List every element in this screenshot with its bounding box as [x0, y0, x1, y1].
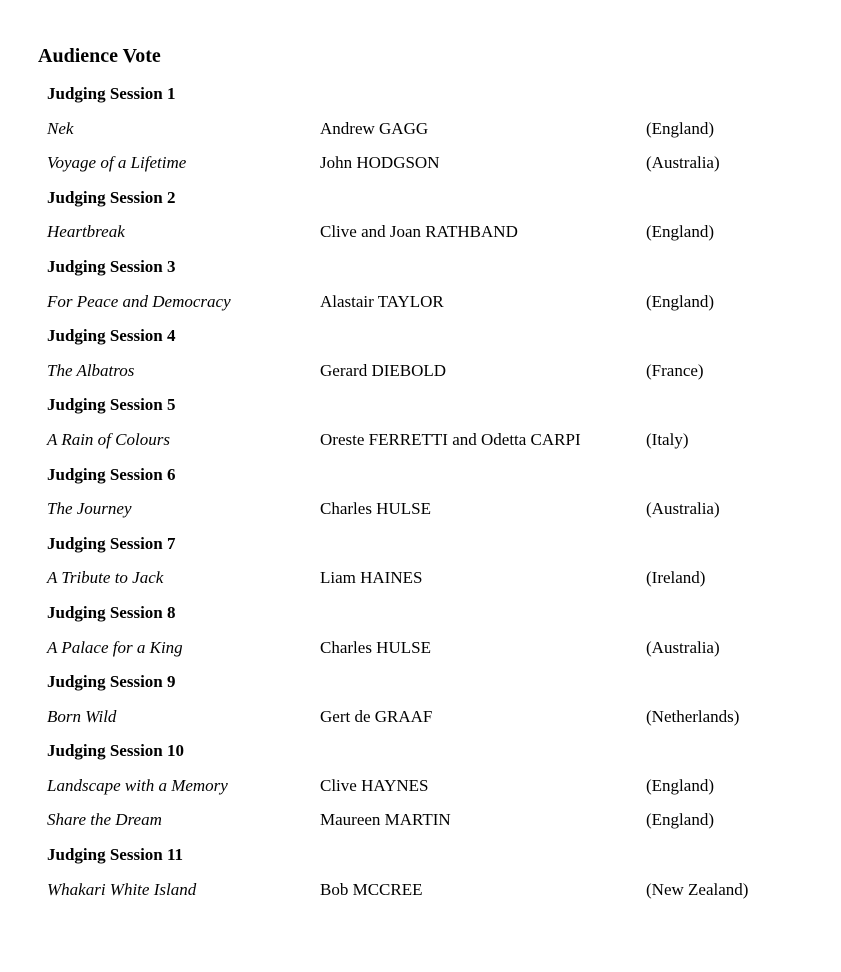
session-label: Judging Session 2 — [47, 187, 176, 207]
entry-title: Voyage of a Lifetime — [47, 153, 187, 173]
entry-country: (France) — [646, 360, 704, 380]
session-heading — [47, 183, 827, 218]
entry-row — [47, 633, 827, 668]
session-heading — [47, 736, 827, 771]
entry-row — [47, 148, 827, 183]
session-label: Judging Session 10 — [47, 741, 184, 761]
session-label: Judging Session 1 — [47, 84, 176, 103]
entry-row — [47, 771, 827, 806]
entry-row — [47, 287, 827, 322]
entry-author: Clive and Joan RATHBAND — [320, 222, 518, 242]
entry-row — [47, 425, 827, 460]
session-heading — [47, 529, 827, 564]
session-label: Judging Session 6 — [47, 464, 176, 484]
session-label: Judging Session 8 — [47, 602, 176, 622]
entry-row — [47, 805, 827, 840]
entry-author: Charles HULSE — [320, 499, 431, 519]
entry-title: A Tribute to Jack — [47, 568, 164, 588]
page-title: Audience Vote — [38, 45, 161, 67]
entry-title: Nek — [47, 118, 74, 138]
entry-author: Clive HAYNES — [320, 775, 429, 795]
entry-title: Heartbreak — [47, 222, 125, 242]
session-heading — [47, 321, 827, 356]
entry-author: Gerard DIEBOLD — [320, 360, 447, 380]
entry-author: Maureen MARTIN — [320, 810, 451, 830]
session-heading — [47, 598, 827, 633]
entry-author: Andrew GAGG — [320, 118, 429, 138]
entry-author: John HODGSON — [320, 153, 440, 173]
results-list — [47, 79, 827, 909]
entry-row — [47, 114, 827, 149]
entry-row — [47, 494, 827, 529]
session-label: Judging Session 7 — [47, 533, 176, 553]
entry-title: Share the Dream — [47, 810, 162, 830]
session-heading — [47, 667, 827, 702]
entry-title: The Journey — [47, 499, 132, 519]
entry-title: A Rain of Colours — [47, 429, 170, 449]
entry-country: (Australia) — [646, 499, 720, 519]
entry-country: (England) — [646, 291, 714, 311]
entry-row — [47, 875, 827, 910]
entry-row — [47, 563, 827, 598]
entry-country: (England) — [646, 810, 714, 830]
entry-title: The Albatros — [47, 360, 135, 380]
session-label: Judging Session 3 — [47, 256, 176, 276]
entry-title: A Palace for a King — [47, 637, 183, 657]
entry-country: (Italy) — [646, 429, 689, 449]
session-label: Judging Session 11 — [47, 845, 184, 865]
entry-title: For Peace and Democracy — [47, 291, 231, 311]
entry-title: Landscape with a Memory — [47, 775, 228, 795]
entry-row — [47, 217, 827, 252]
entry-country: (England) — [646, 775, 714, 795]
session-label: Judging Session 9 — [47, 672, 176, 692]
entry-author: Gert de GRAAF — [320, 706, 433, 726]
entry-country: (England) — [646, 118, 714, 138]
entry-country: (England) — [646, 222, 714, 242]
entry-title: Whakari White Island — [47, 879, 197, 899]
entry-country: (Netherlands) — [646, 706, 740, 726]
entry-author: Oreste FERRETTI and Odetta CARPI — [320, 429, 581, 449]
entry-country: (Australia) — [646, 637, 720, 657]
entry-author: Liam HAINES — [320, 568, 423, 588]
entry-country: (Australia) — [646, 153, 720, 173]
session-heading — [47, 79, 827, 114]
session-heading — [47, 390, 827, 425]
entry-country: (New Zealand) — [646, 879, 749, 899]
entry-country: (Ireland) — [646, 568, 706, 588]
entry-title: Born Wild — [47, 706, 117, 726]
session-heading — [47, 840, 827, 875]
entry-author: Bob MCCREE — [320, 879, 423, 899]
session-label: Judging Session 5 — [47, 395, 176, 415]
entry-author: Alastair TAYLOR — [320, 291, 444, 311]
session-heading — [47, 252, 827, 287]
entry-row — [47, 702, 827, 737]
session-label: Judging Session 4 — [47, 326, 176, 346]
session-heading — [47, 460, 827, 495]
entry-row — [47, 356, 827, 391]
entry-author: Charles HULSE — [320, 637, 431, 657]
